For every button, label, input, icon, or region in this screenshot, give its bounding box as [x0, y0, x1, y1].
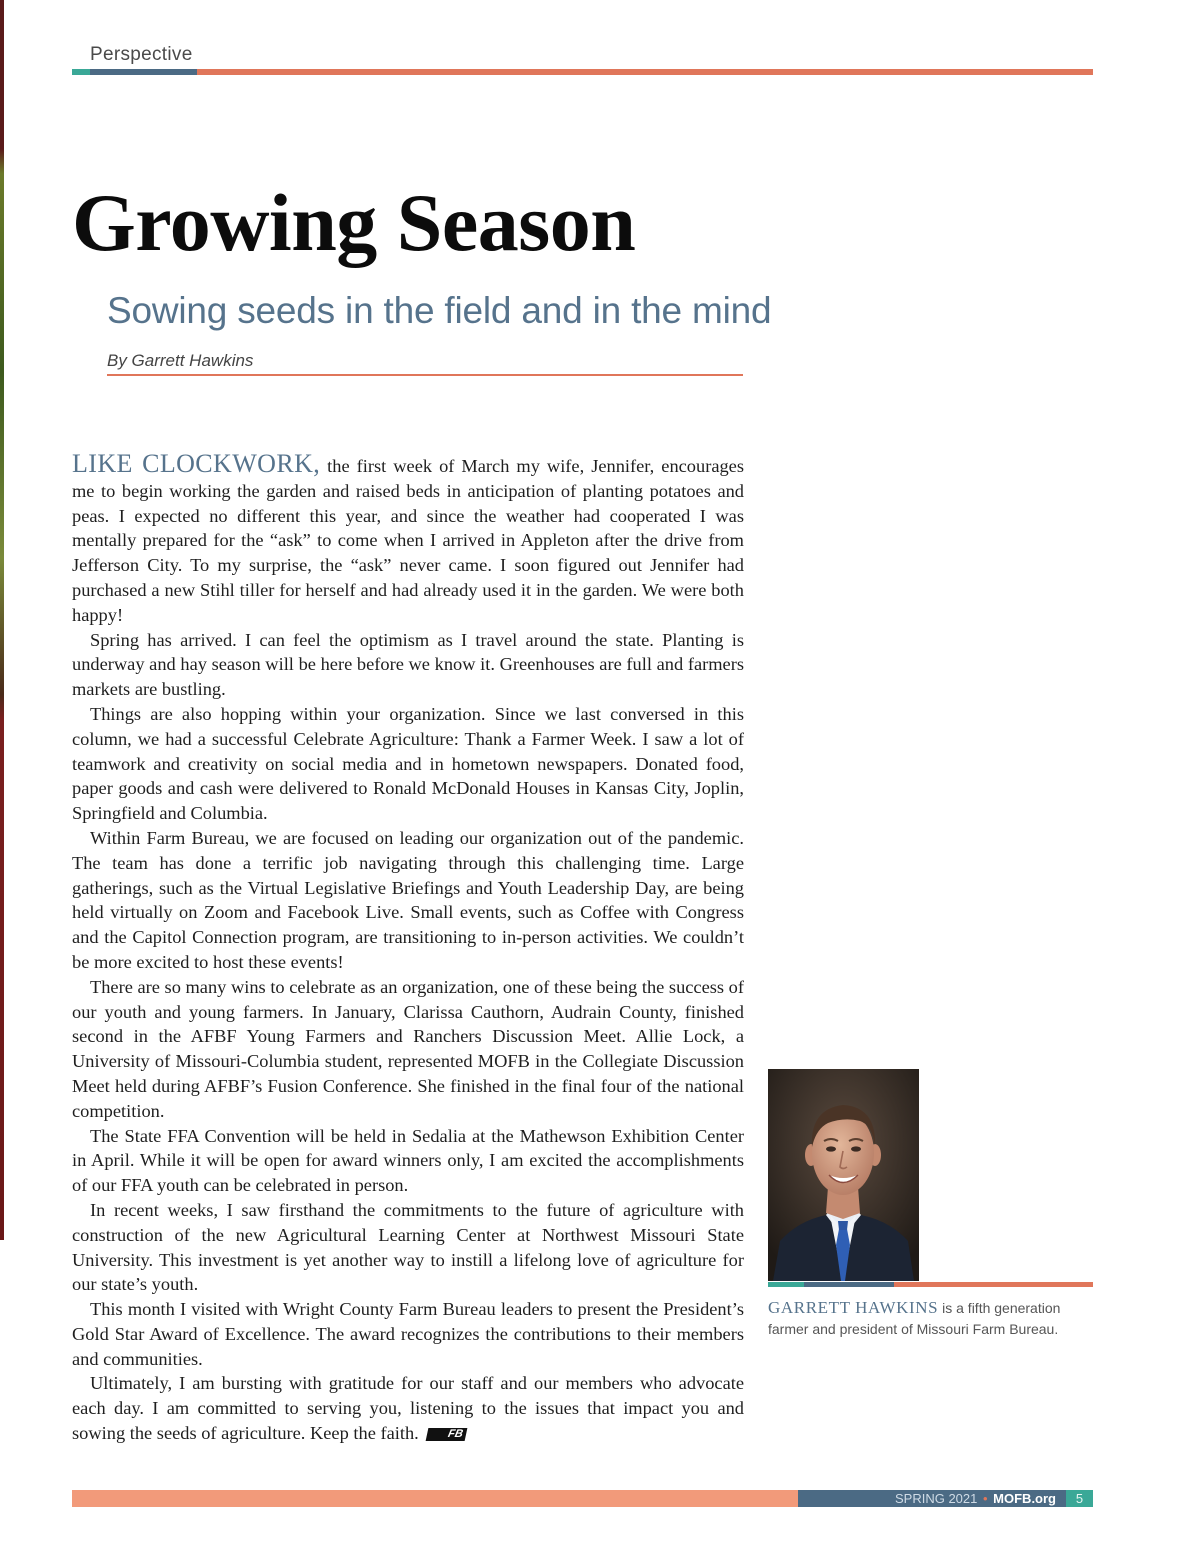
- lead-in: LIKE CLOCKWORK,: [72, 449, 321, 478]
- article-paragraph: This month I visited with Wright County Farm Bureau leaders to present the President’s Gold Star Award of Excellence. The award recognizes the contributions to their members and communities.: [72, 1299, 744, 1369]
- separator: •: [982, 1491, 988, 1506]
- article-byline: By Garrett Hawkins: [107, 350, 743, 376]
- section-label: Perspective: [90, 44, 193, 65]
- article-paragraph: Within Farm Bureau, we are focused on leading our organization out of the pandemic. The team has done a terrific job navigating through this challenging time. Large gatherings, such as the Virtual Legislative Briefings and Youth Leadership Day, are being held virtually on Zoom and Facebook Live. Small events, such as Coffee with Congress and the Capitol Connection program, are transitioning to in-person activities. We couldn’t be more excited to host these events!: [72, 827, 744, 972]
- paragraph-text: Ultimately, I am bursting with gratitude for our staff and our members who advocate each day. I am committed to serving you, listening to the issues that impact you and sowing the seeds of agriculture. Keep the faith.: [72, 1373, 744, 1444]
- article-paragraph: [72, 1371, 744, 1445]
- adjacent-page-edge: [0, 0, 4, 1240]
- header-rule: [72, 69, 1093, 75]
- article-paragraph: Spring has arrived. I can feel the optimism as I travel around the state. Planting is underway and hay season will be here before we know it. Greenhouses are full and farmers markets are bustling.: [72, 629, 744, 700]
- article-title: Growing Season: [72, 177, 636, 268]
- author-bio: is a fifth generation farmer and president of Missouri Farm Bureau.: [768, 1300, 1061, 1337]
- article-subtitle: Sowing seeds in the field and in the mind: [107, 290, 772, 331]
- article-paragraph: There are so many wins to celebrate as an organization, one of these being the success of our youth and young farmers. In January, Clarissa Cauthorn, Audrain County, finished second in the AFBF Young Farmers and Ranchers Discussion Meet. Allie Lock, a University of Missouri-Columbia student, represented MOFB in the Collegiate Discussion Meet held during AFBF’s Fusion Conference. She finished in the final four of the national competition.: [72, 976, 744, 1121]
- site-link[interactable]: MOFB.org: [993, 1491, 1056, 1506]
- article-paragraph: The State FFA Convention will be held in Sedalia at the Mathewson Exhibition Center in April. While it will be open for award winners only, I am excited the accomplishments of our FFA youth can be celebrated in person.: [72, 1125, 744, 1196]
- page-number: 5: [1066, 1490, 1093, 1507]
- author-photo: [768, 1069, 919, 1281]
- article-paragraph: In recent weeks, I saw firsthand the commitments to the future of agriculture with construction of the new Agricultural Learning Center at Northwest Missouri State University. This investment is yet another way to instill a lifelong love of agriculture for our state’s youth.: [72, 1199, 744, 1295]
- photo-rule: [768, 1282, 1093, 1287]
- issue-label: SPRING 2021: [894, 1491, 978, 1506]
- article-paragraph: [72, 449, 744, 628]
- author-name: GARRETT HAWKINS: [768, 1298, 939, 1317]
- footer-issue: [798, 1490, 1066, 1507]
- article-paragraph: Things are also hopping within your organization. Since we last conversed in this column, we had a successful Celebrate Agriculture: Thank a Farmer Week. I saw a lot of teamwork and creativity on social media and in hometown newspapers. Donated food, paper goods and cash were delivered to Ronald McDonald Houses in Kansas City, Joplin, Springfield and Columbia.: [72, 703, 744, 824]
- author-caption: [768, 1297, 1093, 1340]
- footer-bar: [72, 1490, 798, 1507]
- page-footer: [72, 1490, 1093, 1507]
- article-body: [72, 449, 744, 1446]
- author-portrait-icon: [768, 1069, 919, 1281]
- paragraph-text: the first week of March my wife, Jennifer, encourages me to begin working the garden and raised beds in anticipation of planting potatoes and peas. I expected no different this year, and since the weather had cooperated I was mentally prepared for the “ask” to come when I arrived in Appleton after the drive from Jefferson City. To my surprise, the “ask” never came. I soon figured out Jennifer had purchased a new Stihl tiller for herself and had already used it in the garden. We were both happy!: [72, 456, 744, 625]
- end-mark-icon: FB: [425, 1428, 466, 1441]
